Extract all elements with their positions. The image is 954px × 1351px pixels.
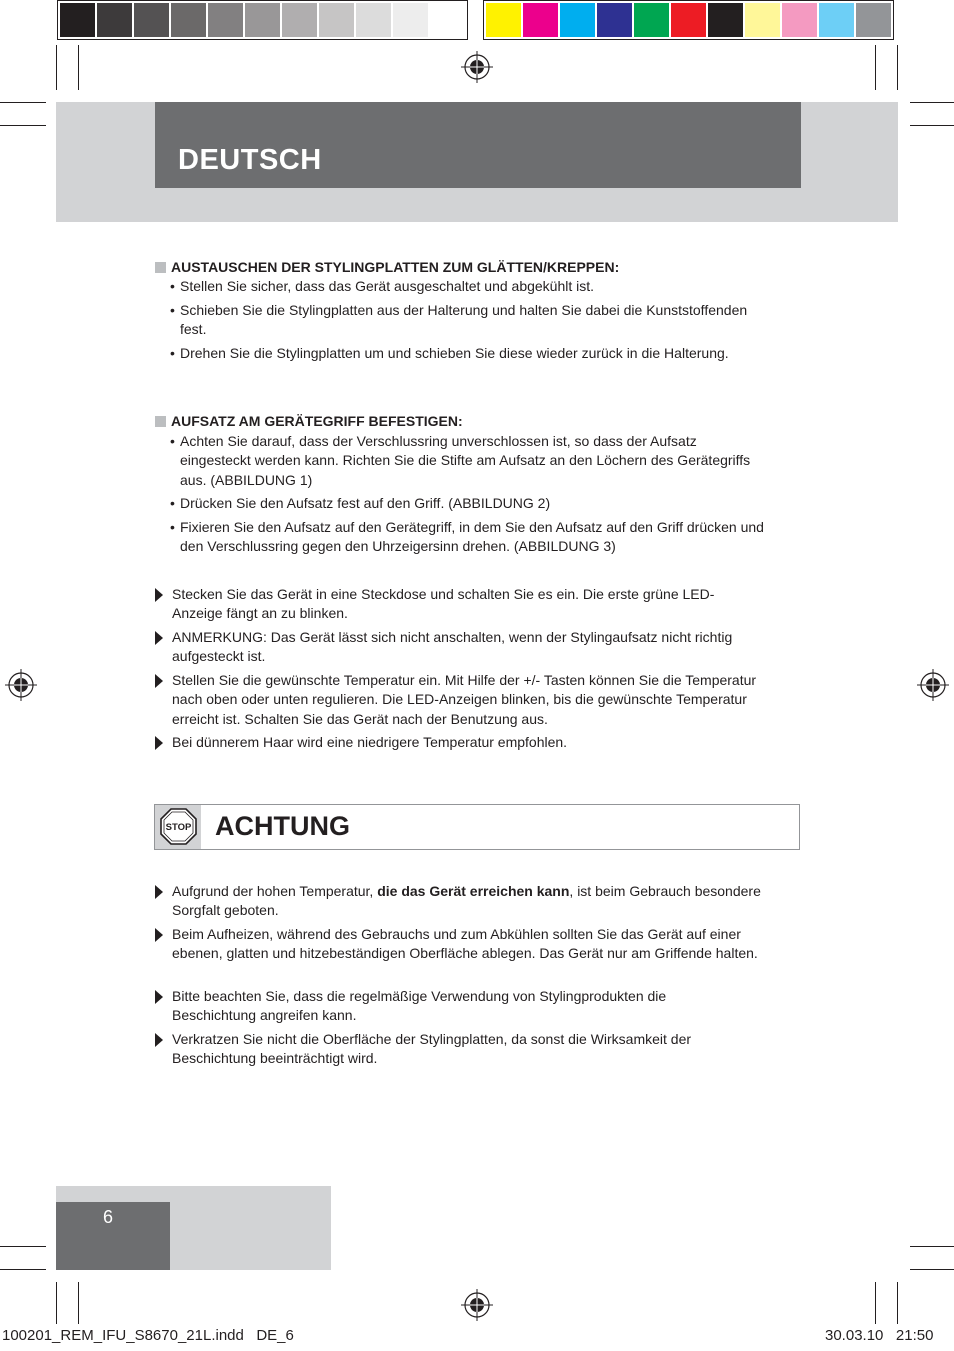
color-swatch [597,3,632,37]
list-item: ANMERKUNG: Das Gerät lässt sich nicht anschalten, wenn der Stylingaufsatz nicht richtig aufgesteckt ist. [155,628,755,667]
square-bullet-icon [155,262,166,273]
color-swatch [97,3,132,37]
color-swatch [356,3,391,37]
list-item: Beim Aufheizen, während des Gebrauchs und zum Abkühlen sollten Sie das Gerät auf einer ebenen, glatten und hitzebeständigen Oberfläche ablegen. Das Gerät nur am Griffende halten. [155,925,760,964]
list-item: • Fixieren Sie den Aufsatz auf den Gerätegriff, in dem Sie den Aufsatz auf den Griff drücken und den Verschlussring gegen den Uhrzeigersinn drehen. (ABBILDUNG 3) [170,519,764,555]
triangle-bullet-icon [155,990,163,1004]
crop-mark [0,1246,46,1247]
color-swatch [134,3,169,37]
color-swatch [671,3,706,37]
process-color-bar [483,0,894,40]
page-number: 6 [103,1207,114,1227]
color-swatch [523,3,558,37]
triangle-bullet-icon [155,588,163,602]
color-swatch [708,3,743,37]
crop-mark [910,1269,954,1270]
triangle-bullet-icon [155,1033,163,1047]
color-swatch [430,3,465,37]
list-item: • Drücken Sie den Aufsatz fest auf den Griff. (ABBILDUNG 2) [170,495,551,511]
color-swatch [782,3,817,37]
crop-mark [875,1282,876,1324]
crop-mark [897,1282,898,1324]
list-item: Aufgrund der hohen Temperatur, die das Gerät erreichen kann, ist beim Gebrauch besondere Sorgfalt geboten. [155,882,775,921]
crop-mark [910,1246,954,1247]
list-item: Bitte beachten Sie, dass die regelmäßige Verwendung von Stylingprodukten die Beschichtung angreifen kann. [155,987,725,1026]
crop-mark [0,125,46,126]
registration-mark-icon [5,669,37,701]
section-heading-attachment: AUFSATZ AM GERÄTEGRIFF BEFESTIGEN: [155,412,463,431]
crop-mark [78,1282,79,1324]
grayscale-color-bar [57,0,468,40]
triangle-bullet-icon [155,631,163,645]
slug-filename: 100201_REM_IFU_S8670_21L.indd DE_6 [2,1327,294,1344]
crop-mark [0,102,46,103]
section-heading-styling-plates: AUSTAUSCHEN DER STYLINGPLATTEN ZUM GLÄTTEN/KREPPEN: [155,258,619,277]
crop-mark [910,125,954,126]
list-item: • Schieben Sie die Stylingplatten aus der Halterung und halten Sie dabei die Kunststoffenden fest. [170,302,748,338]
color-swatch [856,3,891,37]
warning-banner [154,804,800,850]
list-item: Verkratzen Sie nicht die Oberfläche der Stylingplatten, da sonst die Wirksamkeit der Beschichtung beeinträchtigt wird. [155,1030,765,1069]
list-item: Bei dünnerem Haar wird eine niedrigere Temperatur empfohlen. [155,733,775,752]
square-bullet-icon [155,416,166,427]
crop-mark [875,45,876,90]
list-item: Stellen Sie die gewünschte Temperatur ein. Mit Hilfe der +/- Tasten können Sie die Temperatur nach oben oder unten regulieren. Die LED-Anzeigen blinken, bis die gewünschte Temperatur erreicht ist. Schalten Sie das Gerät nach der Benutzung aus. [155,671,765,729]
color-swatch [745,3,780,37]
color-swatch [208,3,243,37]
color-swatch [819,3,854,37]
crop-mark [0,1269,46,1270]
crop-mark [78,45,79,90]
color-swatch [393,3,428,37]
warning-title: ACHTUNG [215,811,350,841]
crop-mark [910,102,954,103]
crop-mark [897,45,898,90]
registration-mark-icon [461,51,493,83]
color-swatch [282,3,317,37]
list-item: • Drehen Sie die Stylingplatten um und schieben Sie diese wieder zurück in die Halterung. [170,345,729,361]
registration-mark-icon [461,1289,493,1321]
triangle-bullet-icon [155,885,163,899]
color-swatch [171,3,206,37]
registration-mark-icon [917,669,949,701]
triangle-bullet-icon [155,928,163,942]
color-swatch [245,3,280,37]
color-swatch [486,3,521,37]
page-title: DEUTSCH [178,144,322,176]
slug-date: 30.03.10 21:50 [825,1327,934,1344]
list-item: • Achten Sie darauf, dass der Verschlussring unverschlossen ist, so dass der Aufsatz eingesteckt werden kann. Richten Sie die Stifte am Aufsatz an den Löchern des Gerätegriffs aus. (ABBILDUNG 1) [170,433,751,488]
crop-mark [56,1282,57,1324]
crop-mark [56,45,57,90]
color-swatch [60,3,95,37]
list-item: Stecken Sie das Gerät in eine Steckdose und schalten Sie es ein. Die erste grüne LED-Anzeige fängt an zu blinken. [155,585,745,624]
color-swatch [560,3,595,37]
triangle-bullet-icon [155,674,163,688]
list-item: • Stellen Sie sicher, dass das Gerät ausgeschaltet und abgekühlt ist. [170,278,595,294]
stop-sign-icon [160,808,197,845]
color-swatch [319,3,354,37]
triangle-bullet-icon [155,736,163,750]
color-swatch [634,3,669,37]
stop-sign-label: STOP [165,822,192,833]
